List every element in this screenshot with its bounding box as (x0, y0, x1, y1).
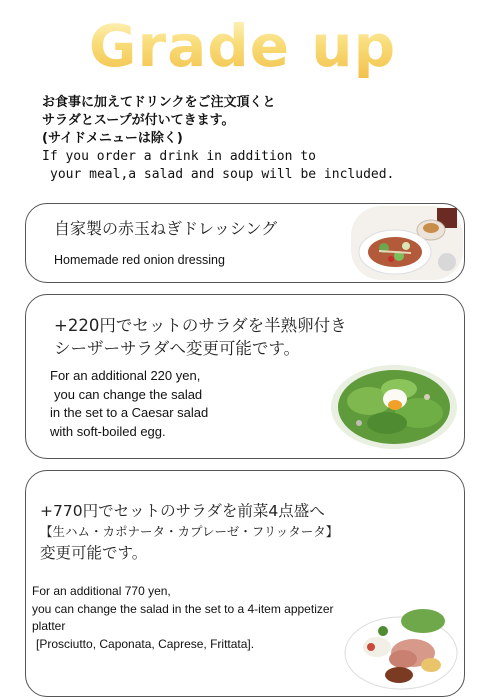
intro-text (42, 94, 462, 184)
caesar-jp-line1: +220円でセットのサラダを半熟卵付き (54, 316, 347, 335)
caesar-jp-line2: シーザーサラダへ変更可能です。 (54, 339, 301, 358)
appetizer-jp-line1: +770円でセットのサラダを前菜4点盛へ (40, 502, 325, 520)
intro-en-line2: your meal,a salad and soup will be included. (50, 167, 395, 182)
intro-jp-line1: お食事に加えてドリンクをご注文頂くと (42, 95, 276, 110)
appetizer-jp-line3: 変更可能です。 (40, 544, 148, 562)
dressing-en-text: Homemade red onion dressing (54, 253, 225, 267)
dressing-card (25, 203, 465, 283)
appetizer-jp-line2: 【生ハム・カポナータ・カプレーゼ・フリッタータ】 (40, 524, 339, 539)
salad-plate-with-tea-cup-photo (351, 206, 463, 280)
appetizer-platter-card (25, 470, 465, 697)
caesar-salad-card (25, 294, 465, 459)
caesar-en-text (50, 367, 208, 441)
appetizer-platter-photo (341, 603, 459, 693)
intro-jp-line3: (サイドメニューは除く) (42, 131, 183, 146)
dressing-jp-text: 自家製の赤玉ねぎドレッシング (54, 219, 278, 238)
appetizer-en-line1: For an additional 770 yen, (32, 584, 171, 598)
page-title: Grade up (0, 14, 485, 78)
caesar-en-line4: with soft-boiled egg. (50, 423, 166, 439)
caesar-en-line3: in the set to a Caesar salad (50, 405, 209, 420)
caesar-en-line2: you can change the salad (54, 386, 203, 402)
appetizer-en-line4: [Prosciutto, Caponata, Caprese, Frittata]. (36, 636, 255, 651)
caesar-salad-with-egg-photo (329, 361, 459, 451)
appetizer-en-line2: you can change the salad in the set to a 4-item appetizer (32, 601, 334, 616)
caesar-en-line1: For an additional 220 yen, (50, 368, 201, 383)
appetizer-en-line3: platter (32, 619, 66, 633)
appetizer-en-text (32, 583, 334, 653)
intro-en-line1: If you order a drink in addition to (42, 149, 316, 164)
intro-jp-line2: サラダとスープが付いてきます。 (42, 113, 235, 128)
